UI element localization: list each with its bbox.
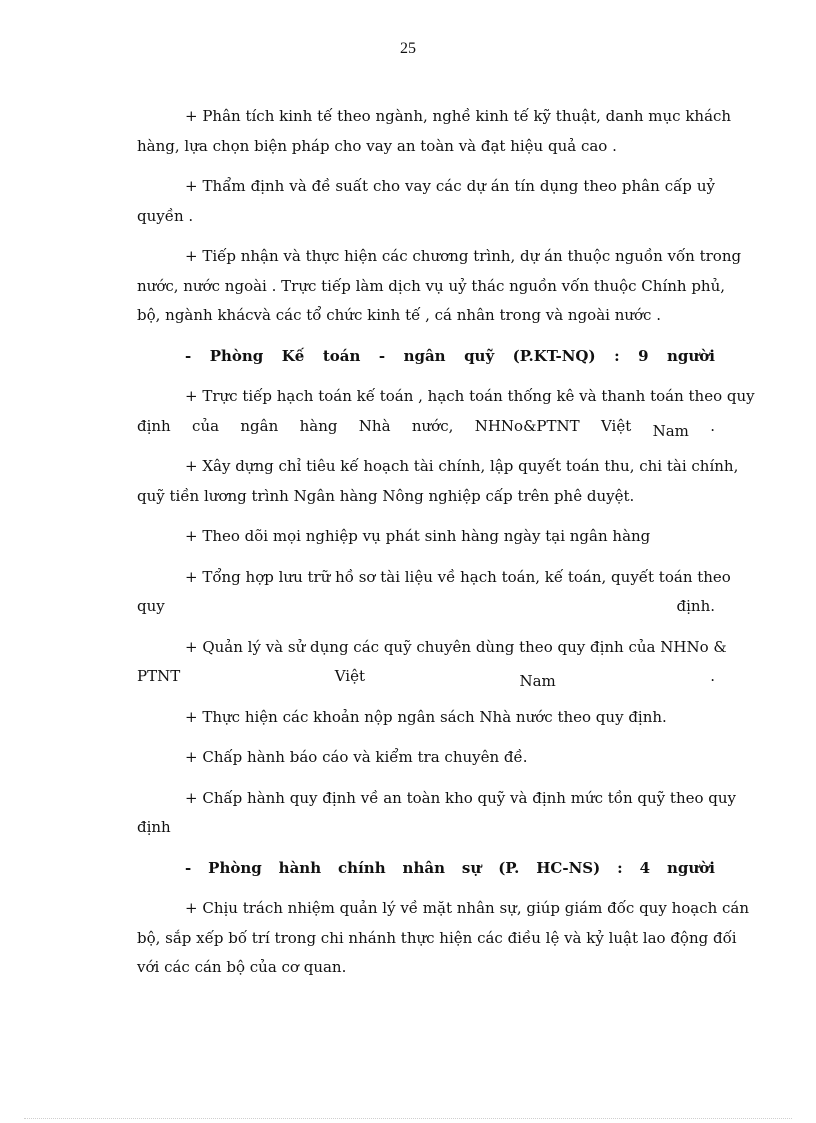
paragraph-line: + Tổng hợp lưu trữ hồ sơ tài liệu về hạch toán, kế toán, quyết toán theo — [185, 567, 731, 586]
paragraph-line: bộ, ngành khácvà các tổ chức kinh tế , cá nhân trong và ngoài nước . — [137, 306, 661, 324]
paragraph-line: quyền . — [137, 206, 194, 225]
lowered-word: Nam — [519, 672, 556, 690]
line-punctuation: . — [688, 416, 715, 435]
line-text: PTNT Việt — [137, 667, 520, 685]
paragraph-line: hàng, lựa chọn biện pháp cho vay an toàn và đạt hiệu quả cao . — [137, 136, 617, 155]
paragraph-line: + Quản lý và sử dụng các quỹ chuyên dùng theo quy định của NHNo & — [185, 637, 727, 656]
paragraph-line — [137, 412, 715, 442]
paragraph-line: + Phân tích kinh tế theo ngành, nghề kinh tế kỹ thuật, danh mục khách — [185, 107, 732, 125]
paragraph — [137, 703, 715, 733]
lowered-word: Nam — [652, 421, 689, 440]
line-text: định của ngân hàng Nhà nước, NHNo&PTNT Việt — [137, 416, 653, 435]
paragraph-line: với các cán bộ của cơ quan. — [137, 958, 347, 976]
paragraph-line: + Chịu trách nhiệm quản lý về mặt nhân sự, giúp giám đốc quy hoạch cán — [185, 899, 750, 917]
paragraph-line: - Phòng hành chính nhân sự (P. HC-NS) : 4 người — [185, 858, 715, 877]
page-bottom-rule — [24, 1118, 792, 1119]
paragraph-line: quy định. — [137, 597, 715, 615]
document-body — [137, 102, 755, 994]
paragraph-line: bộ, sắp xếp bố trí trong chi nhánh thực hiện các điều lệ và kỷ luật lao động đối — [137, 928, 737, 947]
paragraph-line: quỹ tiền lương trình Ngân hàng Nông nghiệp cấp trên phê duyệt. — [137, 486, 635, 505]
section-heading — [137, 342, 715, 372]
paragraph-line: + Xây dựng chỉ tiêu kế hoạch tài chính, lập quyết toán thu, chi tài chính, — [185, 457, 739, 475]
paragraph — [137, 382, 755, 441]
paragraph-line: định — [137, 818, 171, 836]
section-heading — [137, 854, 715, 884]
paragraph-line: nước, nước ngoài . Trực tiếp làm dịch vụ uỷ thác nguồn vốn thuộc Chính phủ, — [137, 276, 726, 295]
paragraph — [137, 894, 750, 983]
paragraph — [137, 633, 727, 692]
paragraph — [137, 452, 739, 511]
paragraph — [137, 563, 731, 622]
page-number: 25 — [400, 40, 416, 57]
paragraph — [137, 172, 715, 231]
paragraph-line: + Chấp hành báo cáo và kiểm tra chuyên đề. — [185, 748, 528, 766]
paragraph-line: + Thực hiện các khoản nộp ngân sách Nhà nước theo quy định. — [185, 707, 667, 726]
paragraph — [137, 743, 715, 773]
paragraph — [137, 242, 742, 331]
paragraph-line — [137, 662, 715, 692]
paragraph-line: + Thẩm định và đề suất cho vay các dự án tín dụng theo phân cấp uỷ — [185, 177, 715, 195]
line-punctuation: . — [555, 667, 715, 685]
paragraph-line: + Theo dõi mọi nghiệp vụ phát sinh hàng ngày tại ngân hàng — [185, 527, 651, 545]
paragraph — [137, 784, 737, 843]
paragraph-line: + Tiếp nhận và thực hiện các chương trình, dự án thuộc nguồn vốn trong — [185, 247, 742, 265]
paragraph — [137, 522, 715, 552]
paragraph-line: - Phòng Kế toán - ngân quỹ (P.KT-NQ) : 9 người — [185, 346, 715, 365]
paragraph-line: + Trực tiếp hạch toán kế toán , hạch toán thống kê và thanh toán theo quy — [185, 387, 755, 405]
paragraph — [137, 102, 732, 161]
paragraph-line: + Chấp hành quy định về an toàn kho quỹ và định mức tồn quỹ theo quy — [185, 788, 737, 807]
